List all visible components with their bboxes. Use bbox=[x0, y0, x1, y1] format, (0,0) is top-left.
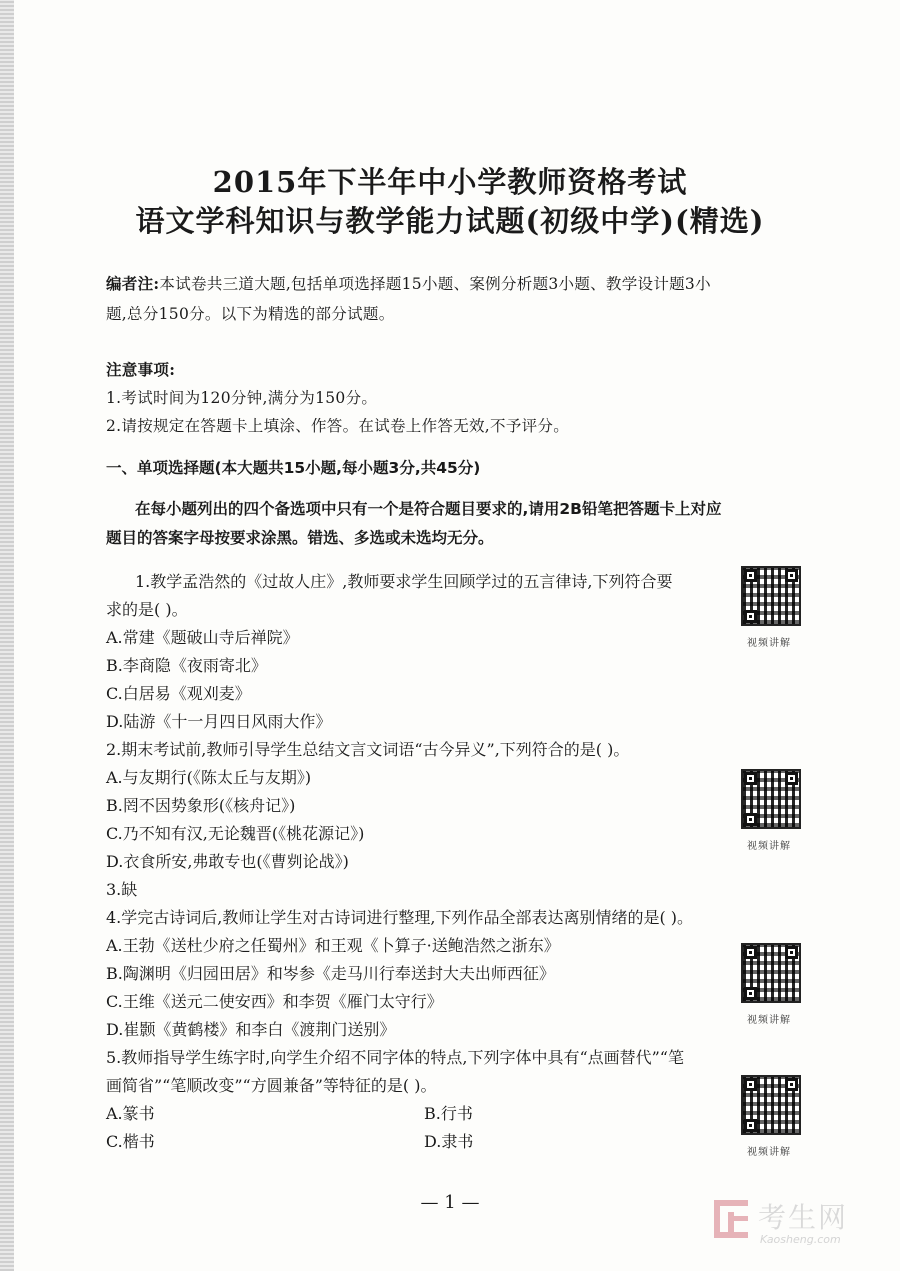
question-5-stem-line1: 5.教师指导学生练字时,向学生介绍不同字体的特点,下列字体中具有“点画替代”“笔 bbox=[106, 1048, 684, 1067]
question-5-option-d: D.隶书 bbox=[424, 1132, 474, 1151]
editor-note-label: 编者注: bbox=[106, 274, 160, 293]
question-4-stem: 4.学完古诗词后,教师让学生对古诗词进行整理,下列作品全部表达离别情绪的是( )。 bbox=[106, 908, 694, 927]
qr-caption-2: 视频讲解 bbox=[747, 841, 791, 852]
question-2-option-a: A.与友期行(《陈太丘与友期》) bbox=[106, 768, 312, 787]
question-1-option-b: B.李商隐《夜雨寄北》 bbox=[106, 656, 267, 675]
page-title-line2: 语文学科知识与教学能力试题(初级中学)(精选) bbox=[135, 204, 765, 238]
qr-caption-1: 视频讲解 bbox=[747, 638, 791, 649]
editor-note-line2: 题,总分150分。以下为精选的部分试题。 bbox=[106, 305, 395, 323]
question-1-option-a: A.常建《题破山寺后禅院》 bbox=[106, 628, 299, 647]
notice-item-2: 2.请按规定在答题卡上填涂、作答。在试卷上作答无效,不予评分。 bbox=[106, 417, 570, 435]
qr-caption-5: 视频讲解 bbox=[747, 1147, 791, 1158]
watermark-logo-icon bbox=[714, 1200, 748, 1238]
page-number: — 1 — bbox=[420, 1192, 480, 1213]
page-title-line1: 2015年下半年中小学教师资格考试 bbox=[212, 165, 688, 199]
question-5-stem-line2: 画简省”“笔顺改变”“方圆兼备”等特征的是( )。 bbox=[106, 1076, 437, 1095]
notice-item-1: 1.考试时间为120分钟,满分为150分。 bbox=[106, 389, 378, 407]
question-1-option-c: C.白居易《观刈麦》 bbox=[106, 684, 251, 703]
section-instruction-line2: 题目的答案字母按要求涂黑。错选、多选或未选均无分。 bbox=[106, 529, 494, 547]
question-1-stem-line1: 1.教学孟浩然的《过故人庄》,教师要求学生回顾学过的五言律诗,下列符合要 bbox=[135, 572, 673, 591]
question-2-option-c: C.乃不知有汉,无论魏晋(《桃花源记》) bbox=[106, 824, 365, 843]
editor-note-line1 bbox=[106, 272, 711, 294]
notice-heading: 注意事项: bbox=[106, 360, 176, 379]
watermark-domain: Kaosheng.com bbox=[760, 1233, 841, 1246]
question-4-option-c: C.王维《送元二使安西》和李贺《雁门太守行》 bbox=[106, 992, 443, 1011]
question-1-option-d: D.陆游《十一月四日风雨大作》 bbox=[106, 712, 332, 731]
editor-note-text1: 本试卷共三道大题,包括单项选择题15小题、案例分析题3小题、教学设计题3小 bbox=[159, 275, 711, 293]
question-3-stem: 3.缺 bbox=[106, 880, 138, 899]
section-instruction-line1: 在每小题列出的四个备选项中只有一个是符合题目要求的,请用2B铅笔把答题卡上对应 bbox=[135, 500, 722, 518]
question-2-option-b: B.罔不因势象形(《核舟记》) bbox=[106, 796, 296, 815]
watermark-brand: 考生网 bbox=[758, 1201, 849, 1234]
question-5-option-c: C.楷书 bbox=[106, 1132, 155, 1151]
qr-code-question-4[interactable] bbox=[741, 943, 801, 1003]
section-heading: 一、单项选择题(本大题共15小题,每小题3分,共45分) bbox=[106, 459, 481, 477]
question-4-option-a: A.王勃《送杜少府之任蜀州》和王观《卜算子·送鲍浩然之浙东》 bbox=[106, 936, 560, 955]
question-2-option-d: D.衣食所安,弗敢专也(《曹刿论战》) bbox=[106, 852, 349, 871]
qr-code-question-2[interactable] bbox=[741, 769, 801, 829]
question-4-option-d: D.崔颢《黄鹤楼》和李白《渡荆门送别》 bbox=[106, 1020, 396, 1039]
question-5-option-a: A.篆书 bbox=[106, 1104, 155, 1123]
qr-code-question-1[interactable] bbox=[741, 566, 801, 626]
qr-caption-4: 视频讲解 bbox=[747, 1015, 791, 1026]
question-5-option-b: B.行书 bbox=[424, 1104, 473, 1123]
question-2-stem: 2.期末考试前,教师引导学生总结文言文词语“古今异义”,下列符合的是( )。 bbox=[106, 740, 630, 759]
question-4-option-b: B.陶渊明《归园田居》和岑参《走马川行奉送封大夫出师西征》 bbox=[106, 964, 555, 983]
qr-code-question-5[interactable] bbox=[741, 1075, 801, 1135]
question-1-stem-line2: 求的是( )。 bbox=[106, 600, 188, 619]
